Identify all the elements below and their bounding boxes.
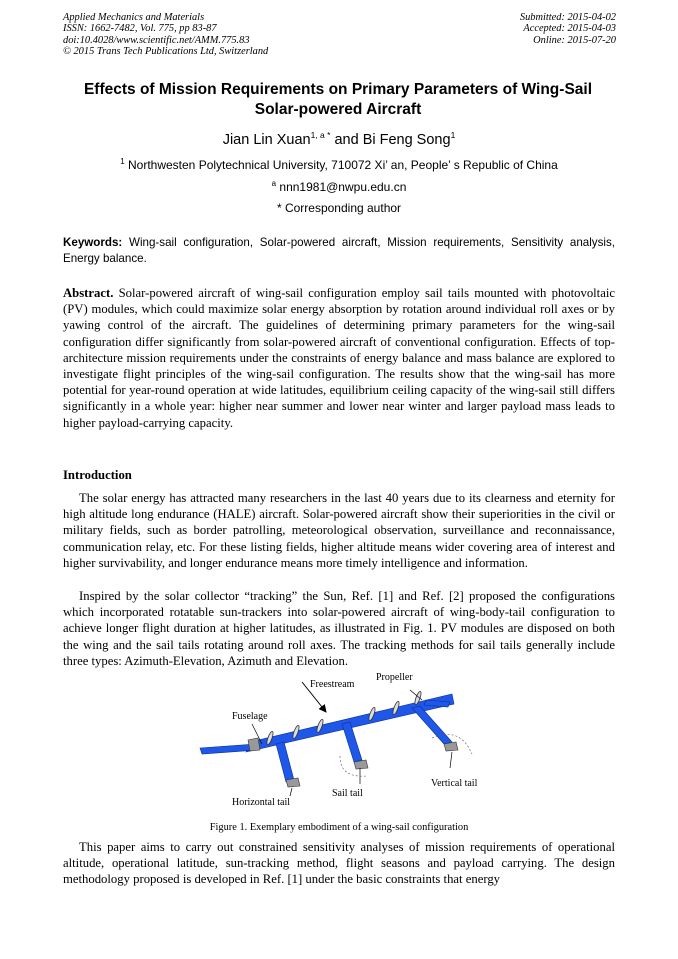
- body-paragraph: Inspired by the solar collector “tracking” the Sun, Ref. [1] and Ref. [2] proposed the configurations which incorporated rotatable sun-trackers into solar-powered aircraft of wing-body-tail configuration to achieve longer flight duration at higher latitudes, as illustrated in Fig. 1. PV modules are disposed on both the wing and the sail tails rotating around roll axes. The tracking methods for sail tails generally include three types: Azimuth-Elevation, Azimuth and Elevation.: [63, 589, 615, 668]
- label-sail-tail: Sail tail: [332, 788, 363, 799]
- submitted-date: Submitted: 2015-04-02: [519, 12, 616, 23]
- author-line: [0, 130, 678, 148]
- online-date: Online: 2015-07-20: [533, 34, 616, 46]
- paper-title: Effects of Mission Requirements on Primary Parameters of Wing-Sail Solar-powered Aircraft: [83, 81, 593, 118]
- abstract-text: Solar-powered aircraft of wing-sail configuration employ sail tails mounted with photovoltaic (PV) modules, which could maximize solar energy absorption by rotation around individual roll axes or by yawing control of the aircraft. The guidelines of determining primary parameters for the wing-sail configuration differ significantly from solar-powered aircraft of conventional configuration. Effects of top-architecture mission requirements under the constraints of energy balance and mass balance are explored to investigate flight principles of the wing-sail configuration. The results show that the wing-sail has more potential for year-round operation at wide latitudes, equilibrium ceiling capacity of the wing-sail still differs significantly in a whole year: higher near summer and lower near winter and larger payload mass leads to higher payload-carrying capacity.: [63, 286, 615, 430]
- email-address[interactable]: nnn1981@nwpu.edu.cn: [276, 180, 407, 194]
- email-marker: a: [271, 179, 277, 188]
- body-paragraph: This paper aims to carry out constrained sensitivity analyses of mission requirements of operational altitude, operational latitude, sun-tracking method, flight seasons and payload carrying. The design methodology proposed is developed in Ref. [1] under the basic constraints that energy: [63, 840, 615, 887]
- section-heading: Introduction: [63, 468, 132, 482]
- vertical-tail: [412, 706, 452, 744]
- author-superscript: 1, a *: [310, 130, 331, 140]
- author-name: Jian Lin Xuan: [222, 132, 311, 148]
- keywords-label: Keywords:: [63, 236, 123, 249]
- affiliation-text: Northwesten Polytechnical University, 710072 Xi’ an, People’ s Republic of China: [124, 158, 558, 172]
- affiliation-marker: 1: [120, 157, 125, 166]
- keywords: [63, 235, 615, 267]
- corresponding-author: * Corresponding author: [276, 201, 402, 215]
- author-superscript: 1: [450, 130, 456, 140]
- email-line: [0, 179, 678, 194]
- label-propeller: Propeller: [376, 672, 413, 683]
- abstract-label: Abstract.: [63, 286, 114, 300]
- label-freestream: Freestream: [310, 679, 355, 690]
- label-fuselage: Fuselage: [232, 711, 268, 722]
- figure-caption: Figure 1. Exemplary embodiment of a wing-sail configuration: [209, 822, 469, 833]
- horizontal-tail: [276, 742, 294, 782]
- label-vertical-tail: Vertical tail: [431, 778, 478, 789]
- author-connector: and: [330, 132, 363, 148]
- submission-dates: [520, 12, 616, 46]
- author-name: Bi Feng Song: [362, 132, 451, 148]
- journal-copyright: © 2015 Trans Tech Publications Ltd, Switzerland: [63, 45, 269, 57]
- journal-name: Applied Mechanics and Materials: [63, 12, 205, 23]
- affiliation: [0, 157, 678, 172]
- journal-issn: ISSN: 1662-7482, Vol. 775, pp 83-87: [63, 23, 217, 35]
- accepted-date: Accepted: 2015-04-03: [523, 23, 616, 35]
- keywords-text: Wing-sail configuration, Solar-powered aircraft, Mission requirements, Sensitivity analysis, Energy balance.: [63, 236, 615, 265]
- label-horizontal-tail: Horizontal tail: [232, 797, 291, 808]
- figure-wing-sail: [190, 668, 500, 816]
- abstract: [63, 285, 615, 431]
- body-paragraph: The solar energy has attracted many researchers in the last 40 years due to its clearness and eternity for high altitude long endurance (HALE) aircraft. Solar-powered aircraft show their superiorities in the civil or military fields, such as border patrolling, meteorological observation, surveillance and reconnaissance, communication relay, etc. For these listing fields, higher altitude means wider covering area of interest and higher survivability, and longer endurance means more timely intelligence and information.: [63, 491, 615, 570]
- sail-tail: [342, 722, 362, 762]
- journal-doi: doi:10.4028/www.scientific.net/AMM.775.83: [63, 34, 250, 46]
- journal-info: [63, 12, 268, 57]
